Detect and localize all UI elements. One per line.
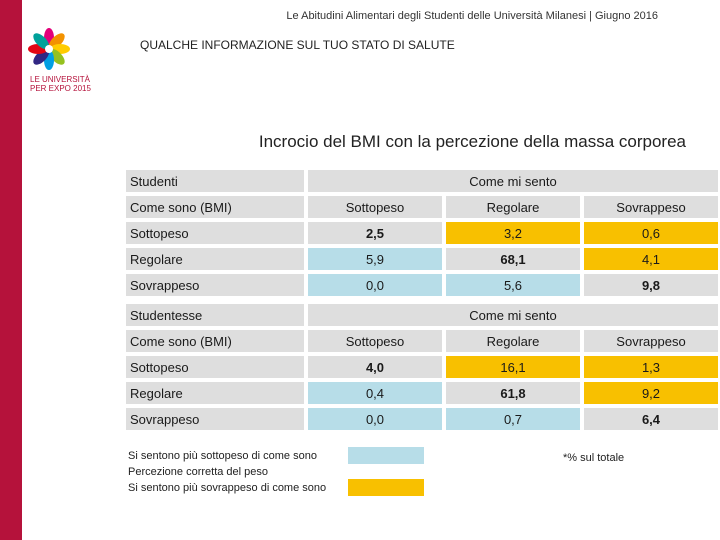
table-row [126,382,718,404]
feel-header: Come mi sento [308,304,718,326]
table-row [126,408,718,430]
table-cell: 61,8 [446,382,580,404]
table-studentesse [126,300,718,434]
table-header-row [126,196,718,218]
table-cell: 5,6 [446,274,580,296]
table-cell: 16,1 [446,356,580,378]
row-label: Sottopeso [126,356,304,378]
table-cell: 9,2 [584,382,718,404]
table-cell: 1,3 [584,356,718,378]
table-cell: 3,2 [446,222,580,244]
legend-swatch-yellow [348,479,424,496]
column-header: Sottopeso [308,330,442,352]
legend [128,448,326,496]
column-header: Sottopeso [308,196,442,218]
row-label: Sovrappeso [126,274,304,296]
table-cell: 5,9 [308,248,442,270]
page-title [259,132,686,152]
table-cell: 0,0 [308,408,442,430]
section-subtitle: QUALCHE INFORMAZIONE SUL TUO STATO DI SALUTE [140,38,455,52]
table-cell: 4,0 [308,356,442,378]
table-row [126,356,718,378]
title-rest: del BMI con la percezione della massa corporea [318,132,686,151]
row-label: Regolare [126,382,304,404]
table-header-row [126,330,718,352]
legend-under: Si sentono più sottopeso di come sono [128,450,317,462]
table-cell: 4,1 [584,248,718,270]
table-cell: 0,4 [308,382,442,404]
table-cell: 6,4 [584,408,718,430]
table-group-row [126,304,718,326]
table-group-row [126,170,718,192]
flower-logo-icon [26,26,72,72]
page-header: Le Abitudini Alimentari degli Studenti delle Università Milanesi | Giugno 2016 [286,10,658,22]
legend-correct: Percezione corretta del peso [128,466,269,478]
table-row [126,274,718,296]
logo [24,26,90,104]
column-header: Sovrappeso [584,330,718,352]
table-cell: 9,8 [584,274,718,296]
row-label: Sovrappeso [126,408,304,430]
table-cell: 0,0 [308,274,442,296]
table-cell: 0,6 [584,222,718,244]
row-label: Sottopeso [126,222,304,244]
title-bold: Incrocio [258,132,319,151]
group-label: Studentesse [126,304,304,326]
row-label: Regolare [126,248,304,270]
table-cell: 2,5 [308,222,442,244]
column-header: Regolare [446,330,580,352]
group-label: Studenti [126,170,304,192]
row-header: Come sono (BMI) [126,196,304,218]
accent-bar [0,0,22,540]
table-studenti [126,166,718,300]
logo-line-2: PER EXPO 2015 [30,84,91,93]
row-header: Come sono (BMI) [126,330,304,352]
legend-over: Si sentono più sovrappeso di come sono [128,482,327,494]
column-header: Sovrappeso [584,196,718,218]
logo-line-1: LE UNIVERSITÀ [30,75,91,84]
column-header: Regolare [446,196,580,218]
table-row [126,248,718,270]
table-cell: 68,1 [446,248,580,270]
table-cell: 0,7 [446,408,580,430]
footnote: *% sul totale [563,452,625,464]
table-row [126,222,718,244]
feel-header: Come mi sento [308,170,718,192]
legend-swatch-blue [348,447,424,464]
